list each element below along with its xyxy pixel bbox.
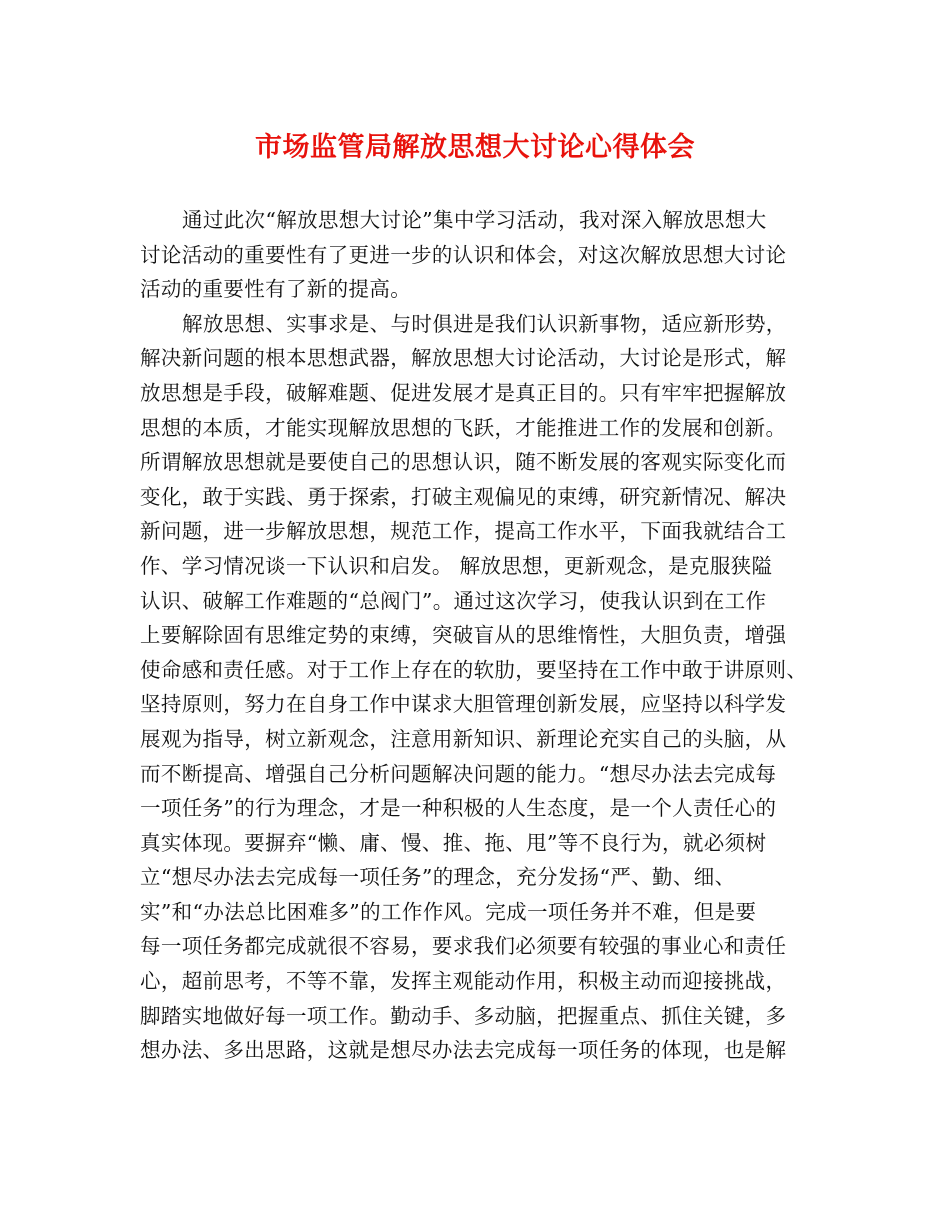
paragraph-line: 作、学习情况谈一下认识和启发。 解放思想，更新观念，是克服狭隘 (140, 553, 773, 578)
paragraph-line: 放思想是手段，破解难题、促进发展才是真正目的。只有牢牢把握解放 (140, 380, 787, 405)
paragraph-line: 立“想尽办法去完成每一项任务”的理念，充分发扬“严、勤、细、 (140, 865, 736, 890)
paragraph-line: 上要解除固有思维定势的束缚，突破盲从的思维惰性，大胆负责，增强 (140, 623, 787, 648)
paragraph-line: 讨论活动的重要性有了更进一步的认识和体会，对这次解放思想大讨论 (140, 242, 787, 267)
paragraph-line: 坚持原则，努力在自身工作中谋求大胆管理创新发展，应坚持以科学发 (140, 692, 787, 717)
paragraph-line: 解决新问题的根本思想武器，解放思想大讨论活动，大讨论是形式，解 (140, 346, 787, 371)
paragraph-line: 使命感和责任感。对于工作上存在的软肋，要坚持在工作中敢于讲原则、 (140, 657, 808, 682)
paragraph-line: 想办法、多出思路，这就是想尽办法去完成每一项任务的体现，也是解 (140, 1038, 787, 1063)
paragraph-line: 所谓解放思想就是要使自己的思想认识，随不断发展的客观实际变化而 (140, 450, 787, 475)
paragraph-line: 展观为指导，树立新观念，注意用新知识、新理论充实自己的头脑，从 (140, 726, 787, 751)
paragraph-line: 活动的重要性有了新的提高。 (140, 277, 412, 302)
document-title: 市场监管局解放思想大讨论心得体会 (255, 132, 695, 163)
paragraph-line: 心，超前思考，不等不靠，发挥主观能动作用，积极主动而迎接挑战， (140, 969, 787, 994)
paragraph-line: 新问题，进一步解放思想，规范工作，提高工作水平，下面我就结合工 (140, 519, 787, 544)
paragraph-line: 认识、破解工作难题的“总阀门”。通过这次学习，使我认识到在工作 (140, 588, 767, 613)
paragraph-line: 实”和“办法总比困难多”的工作作风。完成一项任务并不难，但是要 (140, 899, 757, 924)
paragraph-line: 一项任务”的行为理念，才是一种积极的人生态度，是一个人责任心的 (140, 796, 777, 821)
paragraph-line: 变化，敢于实践、勇于探索，打破主观偏见的束缚，研究新情况、解决 (140, 484, 787, 509)
paragraph-line: 每一项任务都完成就很不容易，要求我们必须要有较强的事业心和责任 (140, 934, 787, 959)
paragraph (140, 307, 830, 1068)
paragraph-line: 而不断提高、增强自己分析问题解决问题的能力。“想尽办法去完成每 (140, 761, 777, 786)
paragraph-line: 通过此次“解放思想大讨论”集中学习活动，我对深入解放思想大 (182, 208, 767, 232)
paragraph-line: 脚踏实地做好每一项工作。勤动手、多动脑，把握重点、抓住关键，多 (140, 1003, 787, 1028)
paragraph (140, 203, 830, 307)
paragraph-line: 解放思想、实事求是、与时俱进是我们认识新事物，适应新形势， (182, 311, 787, 336)
paragraph-line: 真实体现。要摒弃“懒、庸、慢、推、拖、甩”等不良行为，就必须树 (140, 830, 767, 855)
document-body (140, 203, 830, 1068)
paragraph-line: 思想的本质，才能实现解放思想的飞跃，才能推进工作的发展和创新。 (140, 415, 787, 440)
